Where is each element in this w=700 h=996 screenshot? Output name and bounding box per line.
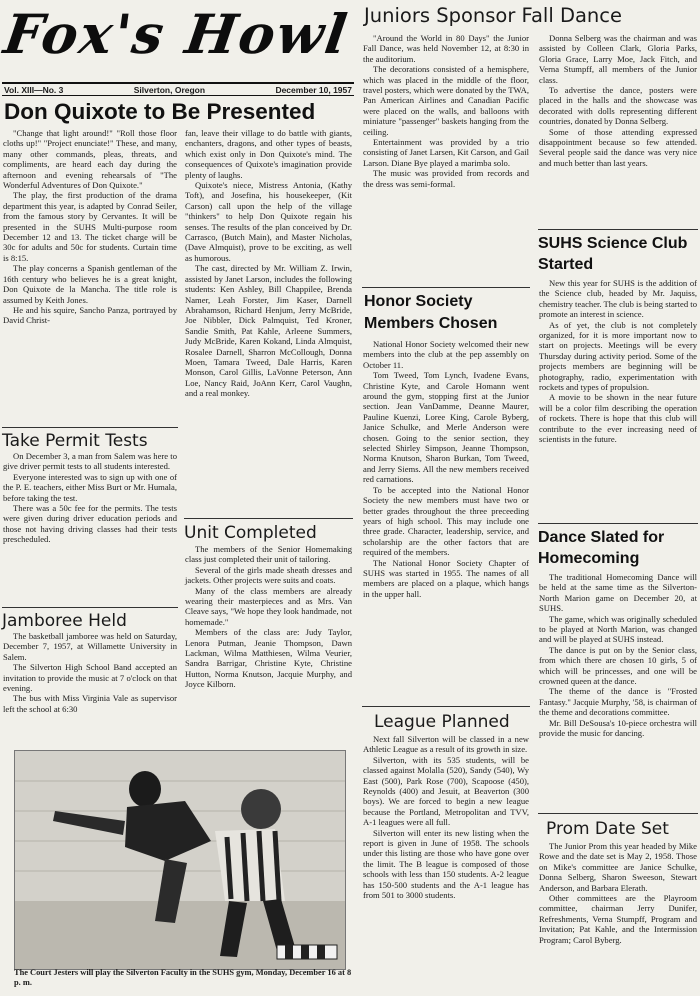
paragraph: He and his squire, Sancho Panza, portrayed by David Christ- [3,304,177,326]
paragraph: Quixote's niece, Mistress Antonia, (Kathy Toft), and Josefina, his housekeeper, (Kit Carson) call upon the help of the village "thinkers" to help Don Quixote regain his senses. The results of the plan conceived by Dr. Carrasco, (Butch Main), and Master Nicholas, (Dave Almquist), prove to be exciting, as well as humorous. [185,180,352,263]
unit-article [185,544,352,690]
homecoming-headline: Dance Slated for Homecoming [538,529,665,567]
court-jesters-photo [14,750,346,970]
paragraph: The decorations consisted of a hemisphere, which was placed in the middle of the floor, travel posters, which were donated by the TWA, Pan American Airlines and Canadian Pacific were placed on the walls, and balloons with miniature "passenger" baskets hanging from the ceiling. [363,64,529,137]
paragraph: To be accepted into the National Honor Society the new members must have two or better grades throughout the three preceeding years of high school. This may include one three grade. Character, leadership, service, and scholarship are the other factors that are required of the members. [363,484,529,558]
juniors-article-continued [539,33,697,168]
paragraph: Entertainment was provided by a trio consisting of Janet Larsen, Kit Carson, and Gail Larson. Diane Bye played a marimba solo. [363,137,529,168]
paragraph: There was a 50c fee for the permits. The tests were given during driver education periods and those not having driving classes had their tests prescheduled. [3,503,177,545]
paragraph: Donna Selberg was the chairman and was assisted by Colleen Clark, Gloria Parks, Gloria Grace, Larry Moe, Jack Fitch, and Verna Stumpff, all members of the Junior class. [539,33,697,85]
paragraph: Everyone interested was to sign up with one of the P. E. teachers, either Miss Burt or Mr. Humala, before taking the test. [3,471,177,503]
divider [538,523,698,524]
column-3 [360,0,532,996]
volume-number: Vol. XIII—No. 3 [4,84,64,95]
prom-article [539,841,697,945]
column-2 [182,0,355,760]
paragraph: The play concerns a Spanish gentleman of the 16th century who believes he is a great knight, Don Quixote de la Mancha. The title role is assumed by Keith Jones. [3,263,177,305]
science-article [539,278,697,445]
permit-article [3,451,177,545]
science-headline: SUHS Science Club Started [538,235,688,273]
prom-headline: Prom Date Set [546,819,669,839]
honor-article [363,339,529,599]
paragraph: The Junior Prom this year headed by Mike Rowe and the date set is May 2, 1958. Those on Mike's committee are Janice Schulke, Donna Selberg, Sharon Sweeson, Stewart Anderson, and Barbara Elerath. [539,841,697,893]
paragraph: The dance is put on by the Senior class, from which there are chosen 10 girls, 5 of which will be princesses, and one will be crowned queen at the dance. [539,644,697,687]
paragraph: The music was provided from records and the dress was semi-formal. [363,168,529,189]
divider [538,229,698,230]
paragraph: Next fall Silverton will be classed in a new Athletic League as a result of its growth in size. [363,734,529,755]
paragraph: Other committees are the Playroom committee, chairman Jerry Dunifer, Refreshments, Verna Stumpff, Program and Invitation; Pat Kahle, and the Intermission Program; Carol Byberg. [539,893,697,945]
paragraph: Silverton will enter its new listing when the report is given in June of 1958. The schools under this listing are those who have gone over the limit. The B league is composed of those schools with less than 150 students. A-2 league has 150-500 students and the A-1 league has from 501 to 3000 students. [363,827,529,901]
permit-headline: Take Permit Tests [2,431,148,451]
paragraph: "Around the World in 80 Days" the Junior Fall Dance, was held November 12, at 8:30 in the auditorium. [363,33,529,64]
homecoming-article [539,572,697,739]
paragraph: The game, which was originally scheduled to be played at North Marion, was changed and will be played at SUHS instead. [539,613,697,645]
juniors-article [363,33,529,189]
paragraph: National Honor Society welcomed their new members into the club at the pep assembly on October 11. [363,339,529,370]
paragraph: The theme of the dance is "Frosted Fantasy." Jacquie Murphy, '58, is chairman of the theme and decorations committee. [539,686,697,718]
paragraph: Many of the class members are already wearing their masterpieces and as Mrs. Van Cleave says, "We hope they look handmade, not homemade." [185,585,352,627]
divider [538,813,698,814]
paragraph: Mr. Bill DeSousa's 10-piece orchestra will provide the music for dancing. [539,717,697,739]
league-headline: League Planned [374,712,510,732]
paragraph: On December 3, a man from Salem was here to give driver permit tests to all students interested. [3,451,177,472]
photo-caption: The Court Jesters will play the Silverton Faculty in the SUHS gym, Monday, December 16 at 8 p. m. [14,968,352,987]
paragraph: The play, the first production of the drama department this year, is adapted by Conrad Seiler, from the famous story by Cervantes. It will be presented in the SUHS Multi-purpose room December 12 and 13. The ticket charge will be 30c for adults and 50c for students. Curtain time is 8:15. [3,190,177,263]
jamboree-headline: Jamboree Held [2,611,127,631]
paragraph: Members of the class are: Judy Taylor, Lenora Putman, Jeanie Thompson, Dawn Lackman, Wilma Matthiesen, Wilma Veurier, Sandra Barrigar, Christine Kyte, Christine Hutton, Norma Knutson, Jacquie Murphy, and Joyce Kilborn. [185,627,352,690]
paragraph: The bus with Miss Virginia Vale as supervisor left the school at 6:30 [3,693,177,714]
place: Silverton, Oregon [133,84,206,95]
paragraph: Silverton, with its 535 students, will be classed against Molalla (520), Sandy (540), Wy East (500), Park Rose (700), Scapoose (450), Reynolds (400) and Jesuit, at Beaverton (300 boys). We are forced to begin a new league because the Portland, Metropolitan and TVV, A-1 leagues were all full. [363,754,529,828]
photo-illustration [15,751,345,969]
paragraph: To advertise the dance, posters were placed in the halls and the showcase was decorated with dolls representing different countries, donated by Donna Selberg. [539,85,697,127]
paragraph: Several of the girls made sheath dresses and jackets. Other projects were suits and coats. [185,564,352,586]
paragraph: The cast, directed by Mr. William Z. Irwin, assisted by Janet Larson, includes the following students: Ken Ashley, Bill Chappilee, Brenda Namer, Leah Forster, Jim Kaser, Darnell Abrahamson, Richard Henjum, Jerry McBride, Joe Nibbler, Dick Palmquist, Ted Kroner, Sandie Smith, Pat Kahle, Arleene Summers, Judy McBride, Karen Kokand, Linda Almquist, Rosalee Darnell, Sharron McCollough, Donna Moen, Tamara Tweed, Dale Harris, Karen Monson, Carol Gillis, LaVonne Peterson, Ann Loe, Nancy Raid, JoAnn Kerr, Carol Vaughn, and a real monkey. [185,263,352,399]
divider [362,287,530,288]
paragraph: New this year for SUHS is the addition of the Science club, headed by Mr. Jaquiss, chemistry teacher. The club is being started to promote an interest in science. [539,278,697,320]
paragraph: The traditional Homecoming Dance will be held at the same time as the Silverton-North Marion game on December 20, at SUHS. [539,572,697,614]
quixote-headline: Don Quixote to Be Presented [4,99,316,124]
newspaper-title: Fox's Howl [0,2,353,66]
paragraph: "Change that light around!" "Roll those floor cloths up!" "Project enunciate!" These, and many, many other commands, pleas, threats, and compliments, are heard each day during the afternoon and evening rehearsals of "The Wonderful Adventures of Don Quixote." [3,128,177,191]
paragraph: The Silverton High School Band accepted an invitation to provide the music at 7 o'clock on that evening. [3,662,177,694]
divider [184,518,353,519]
divider [2,607,178,608]
column-4 [536,0,700,996]
divider [2,427,178,428]
paragraph: As of yet, the club is not completely organized, for it is more important now to start on projects. Meetings will be every Thursday during activity period. Some of the projects members are beginning will be photography, radio, experimentation with rockets and types of propulsion. [539,319,697,393]
issue-date: December 10, 1957 [275,84,352,95]
divider [362,706,530,707]
jamboree-article [3,631,177,714]
paragraph: The basketball jamboree was held on Saturday, December 7, 1957, at Willamette University in Salem. [3,631,177,662]
unit-headline: Unit Completed [184,523,317,543]
league-article [363,734,529,901]
paragraph: Tom Tweed, Tom Lynch, Ivadene Evans, Christine Kyte, and Carole Homann went around the gym, stopping first at the Junior section. Jean VanDamme, Deanne Maurer, Pauline Kuenzi, Loree King, Carole Byberg, Janice Schulke, and Merle Anderson were chosen. Going to the senior section, they selected Shirley Simpson, Jeanne Thompson, Norma Knutson, Sharon Burkan, Tom Tweed, and Jerry Siems. All the new members received red carnations. [363,370,529,485]
juniors-headline: Juniors Sponsor Fall Dance [364,4,622,27]
paragraph: The members of the Senior Homemaking class just completed their unit of tailoring. [185,544,352,565]
paragraph: fan, leave their village to do battle with giants, enchanters, dragons, and other types of beasts, which exist only in Don Quixote's mind. The consequences of Quixote's imagination provide plenty of laughs. [185,128,352,180]
paragraph: A movie to be shown in the near future will be a color film describing the operation of rockets. There is hope that this club will contribute to the ever increasing need of scientists in the future. [539,392,697,445]
quixote-article-part2 [185,128,352,399]
quixote-article-part1 [3,128,177,326]
honor-headline: Honor Society Members Chosen [364,293,498,332]
paragraph: Some of those attending expressed disappointment because so few attended. Several people said the dance was very nice and much better than last years. [539,126,697,168]
paragraph: The National Honor Society Chapter of SUHS was started in 1955. The names of all members are placed on a plaque, which hangs in the upper hall. [363,557,529,599]
